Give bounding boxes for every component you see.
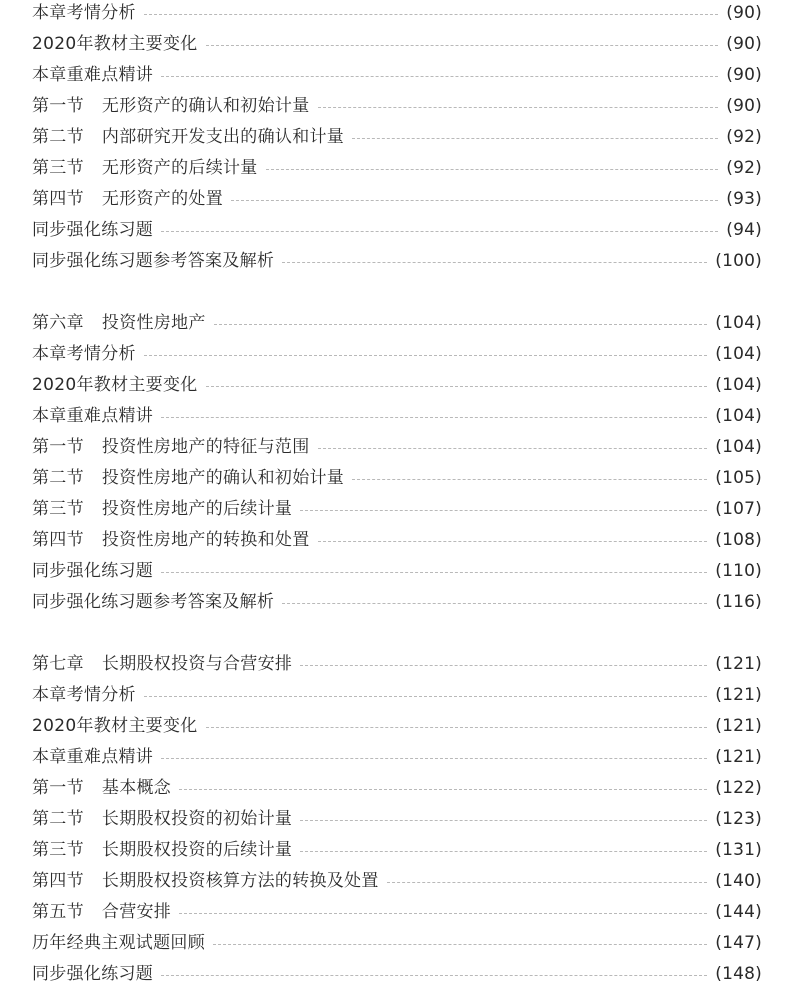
dotted-leader <box>352 479 707 480</box>
dotted-leader <box>161 76 718 77</box>
toc-entry-title <box>32 401 161 432</box>
toc-entry-title <box>32 587 282 618</box>
toc-entry-number: 第四节 <box>32 189 84 209</box>
toc-entry-number: 第一节 <box>32 437 84 457</box>
toc-entry-title <box>32 122 352 153</box>
toc-entry-text: 长期股权投资的后续计量 <box>101 840 293 860</box>
toc-page-number: (123) <box>715 809 762 829</box>
toc-page-number: (104) <box>715 406 762 426</box>
toc-entry-text: 内部研究开发支出的确认和计量 <box>101 127 345 147</box>
toc-entry[interactable] <box>32 897 762 928</box>
toc-page-number: (121) <box>715 685 762 705</box>
toc-entry-number: 第二节 <box>32 809 84 829</box>
toc-entry-title <box>32 246 282 277</box>
dotted-leader <box>161 758 707 759</box>
toc-entry[interactable] <box>32 866 762 897</box>
toc-entry[interactable] <box>32 215 762 246</box>
toc-page-number: (144) <box>715 902 762 922</box>
dotted-leader <box>387 882 708 883</box>
toc-entry[interactable] <box>32 91 762 122</box>
toc-entry-text: 同步强化练习题 <box>32 220 154 240</box>
toc-entry-number: 第一节 <box>32 778 84 798</box>
toc-entry[interactable] <box>32 184 762 215</box>
dotted-leader <box>213 944 707 945</box>
dotted-leader <box>206 727 708 728</box>
toc-page-number: (121) <box>715 654 762 674</box>
toc-entry[interactable] <box>32 556 762 587</box>
toc-page-number: (104) <box>715 375 762 395</box>
toc-entry-title <box>32 60 161 91</box>
dotted-leader <box>161 417 707 418</box>
toc-entry[interactable] <box>32 649 762 680</box>
toc-entry-title <box>32 773 179 804</box>
toc-entry-number: 第六章 <box>32 313 84 333</box>
toc-entry-title <box>32 680 144 711</box>
dotted-leader <box>214 324 708 325</box>
dotted-leader <box>144 355 707 356</box>
toc-entry-title <box>32 897 179 928</box>
toc-entry[interactable] <box>32 773 762 804</box>
toc-entry[interactable] <box>32 122 762 153</box>
toc-entry-title <box>32 866 387 897</box>
toc-entry[interactable] <box>32 742 762 773</box>
toc-entry-text: 本章考情分析 <box>32 3 136 23</box>
toc-entry-title <box>32 463 352 494</box>
dotted-leader <box>206 45 719 46</box>
toc-page-number: (107) <box>715 499 762 519</box>
toc-entry[interactable] <box>32 463 762 494</box>
toc-entry[interactable] <box>32 401 762 432</box>
toc-entry-text: 长期股权投资与合营安排 <box>101 654 293 674</box>
toc-entry[interactable] <box>32 370 762 401</box>
toc-page-number: (121) <box>715 716 762 736</box>
toc-section <box>32 0 762 277</box>
toc-entry[interactable] <box>32 246 762 277</box>
toc-entry-text: 投资性房地产的确认和初始计量 <box>101 468 345 488</box>
toc-entry[interactable] <box>32 680 762 711</box>
toc-entry-text: 基本概念 <box>101 778 172 798</box>
toc-entry[interactable] <box>32 959 762 990</box>
dotted-leader <box>144 14 718 15</box>
toc-entry-text: 2020年教材主要变化 <box>32 716 198 736</box>
toc-page-number: (93) <box>726 189 762 209</box>
dotted-leader <box>161 231 718 232</box>
toc-entry-title <box>32 711 206 742</box>
toc-page-number: (94) <box>726 220 762 240</box>
toc-entry-text: 本章重难点精讲 <box>32 747 154 767</box>
toc-page-number: (90) <box>726 3 762 23</box>
toc-entry[interactable] <box>32 29 762 60</box>
toc-page-number: (100) <box>715 251 762 271</box>
toc-entry-text: 投资性房地产的特征与范围 <box>101 437 310 457</box>
toc-page-number: (116) <box>715 592 762 612</box>
toc-page-number: (104) <box>715 344 762 364</box>
toc-entry-title <box>32 649 300 680</box>
toc-entry-number: 第一节 <box>32 96 84 116</box>
toc-entry-title <box>32 432 318 463</box>
toc-entry[interactable] <box>32 804 762 835</box>
dotted-leader <box>318 541 708 542</box>
toc-entry-number: 第三节 <box>32 499 84 519</box>
toc-entry-text: 长期股权投资核算方法的转换及处置 <box>101 871 379 891</box>
toc-entry-text: 2020年教材主要变化 <box>32 375 198 395</box>
toc-entry-text: 本章考情分析 <box>32 344 136 364</box>
toc-entry-text: 本章重难点精讲 <box>32 65 154 85</box>
toc-entry-title <box>32 339 144 370</box>
dotted-leader <box>300 820 707 821</box>
toc-entry-text: 同步强化练习题 <box>32 561 154 581</box>
toc-entry-title <box>32 959 161 990</box>
toc-page-number: (148) <box>715 964 762 984</box>
dotted-leader <box>282 603 707 604</box>
toc-entry-number: 第四节 <box>32 530 84 550</box>
toc-entry[interactable] <box>32 711 762 742</box>
toc-page-number: (104) <box>715 437 762 457</box>
toc-entry[interactable] <box>32 153 762 184</box>
toc-page-number: (131) <box>715 840 762 860</box>
toc-entry-text: 无形资产的处置 <box>101 189 224 209</box>
dotted-leader <box>144 696 707 697</box>
dotted-leader <box>300 665 707 666</box>
toc-entry-text: 2020年教材主要变化 <box>32 34 198 54</box>
dotted-leader <box>231 200 718 201</box>
toc-entry-number: 第二节 <box>32 468 84 488</box>
toc-entry-title <box>32 742 161 773</box>
toc-page-number: (92) <box>726 158 762 178</box>
toc-section <box>32 649 762 990</box>
dotted-leader <box>266 169 719 170</box>
toc-entry[interactable] <box>32 928 762 959</box>
dotted-leader <box>179 913 707 914</box>
toc-entry[interactable] <box>32 494 762 525</box>
toc-entry-text: 投资性房地产的后续计量 <box>101 499 293 519</box>
toc-page-number: (121) <box>715 747 762 767</box>
toc-entry-text: 长期股权投资的初始计量 <box>101 809 293 829</box>
toc-entry[interactable] <box>32 587 762 618</box>
toc-page-number: (90) <box>726 96 762 116</box>
toc-entry-number: 第三节 <box>32 158 84 178</box>
toc-entry[interactable] <box>32 339 762 370</box>
toc-entry-number: 第三节 <box>32 840 84 860</box>
toc-entry[interactable] <box>32 308 762 339</box>
toc-entry-number: 第四节 <box>32 871 84 891</box>
toc-page-number: (108) <box>715 530 762 550</box>
toc-page-number: (92) <box>726 127 762 147</box>
toc-entry-text: 本章重难点精讲 <box>32 406 154 426</box>
toc-page-number: (147) <box>715 933 762 953</box>
toc-entry-title <box>32 308 214 339</box>
dotted-leader <box>300 510 707 511</box>
dotted-leader <box>179 789 707 790</box>
toc-entry-number: 第五节 <box>32 902 84 922</box>
dotted-leader <box>352 138 718 139</box>
toc-entry-number: 第二节 <box>32 127 84 147</box>
toc-entry-title <box>32 928 213 959</box>
toc-page-number: (110) <box>715 561 762 581</box>
toc-entry-title <box>32 0 144 29</box>
toc-entry-text: 无形资产的后续计量 <box>101 158 258 178</box>
toc-entry-text: 无形资产的确认和初始计量 <box>101 96 310 116</box>
dotted-leader <box>161 572 707 573</box>
toc-entry[interactable] <box>32 432 762 463</box>
toc-entry-title <box>32 835 300 866</box>
dotted-leader <box>282 262 707 263</box>
toc-entry[interactable] <box>32 525 762 556</box>
toc-entry-title <box>32 804 300 835</box>
toc-entry[interactable] <box>32 60 762 91</box>
toc-entry-title <box>32 215 161 246</box>
toc-entry-title <box>32 29 206 60</box>
toc-entry-text: 历年经典主观试题回顾 <box>32 933 205 953</box>
toc-entry-title <box>32 370 206 401</box>
toc-page-number: (140) <box>715 871 762 891</box>
dotted-leader <box>206 386 708 387</box>
toc-entry-title <box>32 153 266 184</box>
toc-entry-text: 投资性房地产 <box>101 313 206 333</box>
toc-entry-text: 投资性房地产的转换和处置 <box>101 530 310 550</box>
toc-entry-text: 本章考情分析 <box>32 685 136 705</box>
dotted-leader <box>318 448 708 449</box>
toc-entry-title <box>32 184 231 215</box>
toc-entry-title <box>32 525 318 556</box>
dotted-leader <box>161 975 707 976</box>
toc-entry-title <box>32 91 318 122</box>
toc-entry-text: 同步强化练习题 <box>32 964 154 984</box>
toc-entry[interactable] <box>32 0 762 29</box>
toc-entry-text: 同步强化练习题参考答案及解析 <box>32 251 275 271</box>
toc-entry-text: 同步强化练习题参考答案及解析 <box>32 592 275 612</box>
dotted-leader <box>300 851 707 852</box>
toc-entry-title <box>32 556 161 587</box>
toc-page-number: (90) <box>726 65 762 85</box>
toc-entry[interactable] <box>32 835 762 866</box>
toc-section <box>32 308 762 618</box>
toc-page-number: (90) <box>726 34 762 54</box>
toc-page-number: (104) <box>715 313 762 333</box>
dotted-leader <box>318 107 719 108</box>
toc-entry-text: 合营安排 <box>101 902 172 922</box>
toc-page-number: (105) <box>715 468 762 488</box>
toc-entry-title <box>32 494 300 525</box>
toc-entry-number: 第七章 <box>32 654 84 674</box>
toc-page-number: (122) <box>715 778 762 798</box>
